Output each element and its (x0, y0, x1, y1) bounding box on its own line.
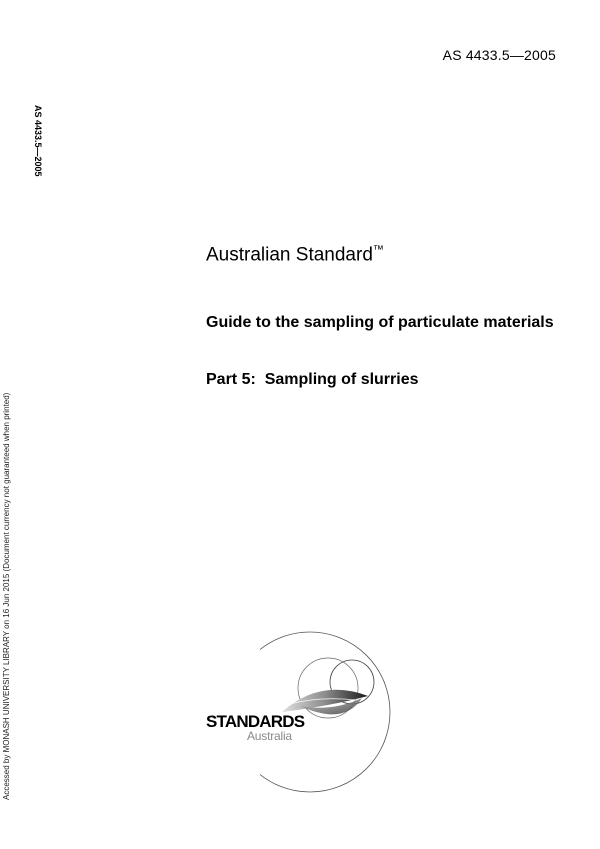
access-watermark-note: Accessed by MONASH UNIVERSITY LIBRARY on 16 Jun 2015 (Document currency not guaranteed when printed) (2, 392, 11, 800)
standard-type-heading (206, 244, 384, 266)
standards-australia-logo-icon (260, 600, 410, 800)
logo-wordmark-australia: Australia (247, 729, 292, 743)
document-number: AS 4433.5—2005 (442, 47, 556, 63)
document-title: Guide to the sampling of particulate materials (206, 314, 554, 331)
document-part-title: Part 5: Sampling of slurries (206, 371, 419, 388)
standard-type-text: Australian Standard (206, 244, 373, 266)
trademark-symbol: ™ (372, 244, 384, 256)
logo-wordmark-standards: STANDARDS (206, 712, 305, 731)
spine-document-number: AS 4433.5—2005 (33, 105, 43, 177)
